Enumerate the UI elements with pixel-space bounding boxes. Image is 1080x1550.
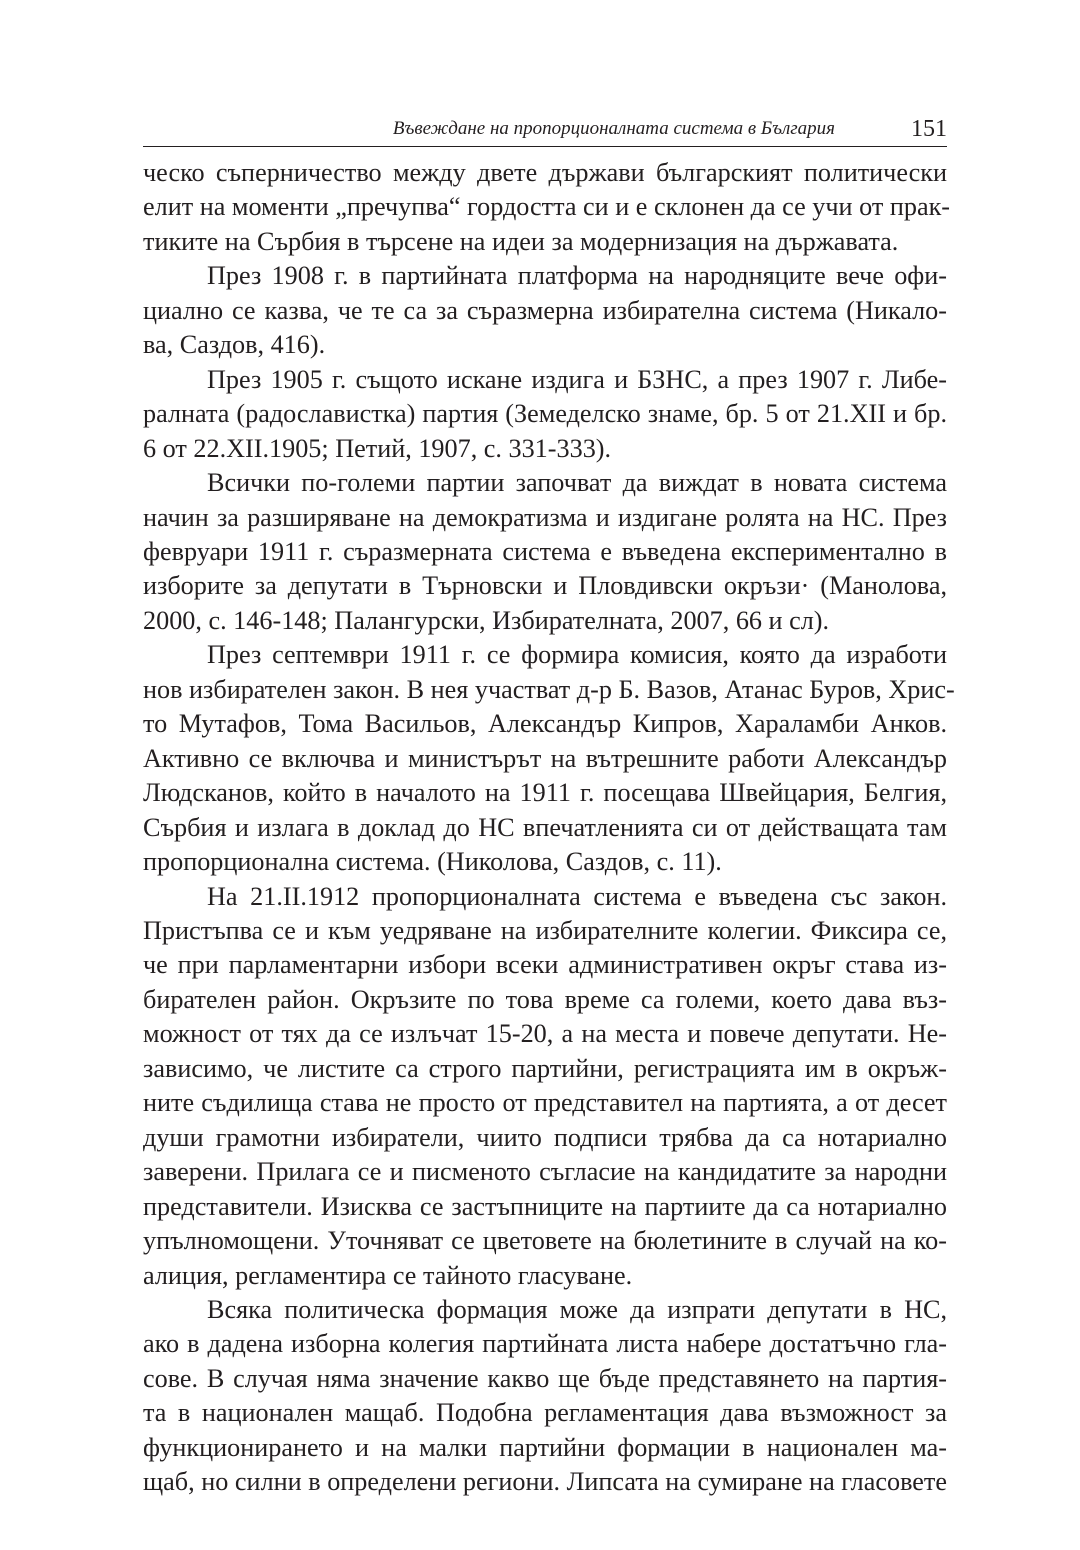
- text-line: елит на моменти „пречупва“ гордостта си и е склонен да се учи от прак-: [143, 192, 951, 222]
- text-line: изборите за депутати в Търновски и Пловдивски окръзи· (Манолова,: [143, 571, 947, 601]
- text-line: ните съдилища става не просто от представител на партията, а от десет: [143, 1088, 947, 1118]
- text-line: Всички по-големи партии започват да виждат в новата система: [207, 468, 947, 498]
- text-line: начин за разширяване на демократизма и издигане ролята на НС. През: [143, 502, 947, 532]
- paragraph: [143, 638, 955, 879]
- text-line: През 1908 г. в партийната платформа на народняците вече офи-: [207, 261, 947, 291]
- text-line: Всяка политическа формация може да изпрати депутати в НС,: [207, 1294, 947, 1324]
- text-line: функционирането и на малки партийни формации в национален ма-: [143, 1432, 947, 1462]
- text-line: ако в дадена изборна колегия партийната листа набере достатъчно гла-: [143, 1329, 947, 1359]
- text-line: ралната (радославистка) партия (Земеделско знаме, бр. 5 от 21.XII и бр.: [143, 399, 947, 429]
- text-line: февруари 1911 г. съразмерната система е въведена експериментално в: [143, 536, 947, 566]
- text-line: Людсканов, който в началото на 1911 г. посещава Швейцария, Белгия,: [143, 778, 947, 808]
- paragraph: [143, 1293, 947, 1500]
- text-line: Пристъпва се и към уедряване на избирателните колегии. Фиксира се,: [143, 915, 947, 945]
- paragraph: [143, 259, 947, 362]
- text-line: то Мутафов, Тома Васильов, Александър Кипров, Хараламби Анков.: [143, 709, 947, 739]
- running-title: Въвеждане на пропорционалната система в България: [392, 118, 835, 139]
- text-line: пропорционална система. (Николова, Саздов, с. 11).: [143, 847, 722, 877]
- text-line: та в национален мащаб. Подобна регламентация дава възможност за: [143, 1398, 947, 1428]
- text-line: че при парламентарни избори всеки административен окръг става из-: [143, 950, 947, 980]
- paragraph: [143, 363, 947, 466]
- text-line: ческо съперничество между двете държави българският политически: [143, 158, 947, 187]
- text-line: можност от тях да се излъчат 15-20, а на места и повече депутати. Не-: [143, 1019, 947, 1049]
- text-line: Сърбия и излага в доклад до НС впечатленията си от действащата там: [143, 812, 947, 842]
- text-line: През 1905 г. същото искане издига и БЗНС, а през 1907 г. Либе-: [207, 364, 947, 394]
- text-line: нов избирателен закон. В нея участват д-р Б. Вазов, Атанас Буров, Хрис-: [143, 674, 955, 704]
- text-line: бирателен район. Окръзите по това време са големи, което дава въз-: [143, 984, 947, 1014]
- text-line: щаб, но силни в определени региони. Липсата на сумиране на гласовете: [143, 1467, 947, 1497]
- body-text: [143, 156, 955, 1500]
- text-line: ва, Саздов, 416).: [143, 330, 326, 360]
- text-line: циално се казва, че те са за съразмерна избирателна система (Никало-: [143, 295, 947, 325]
- text-line: души грамотни избиратели, чиито подписи трябва да са нотариално: [143, 1122, 947, 1152]
- text-line: Активно се включва и министърът на вътрешните работи Александър: [143, 743, 947, 773]
- text-line: представители. Изисква се застъпниците на партиите да са нотариално: [143, 1191, 947, 1221]
- page-number: 151: [911, 116, 947, 142]
- paragraph: [143, 466, 947, 638]
- text-line: През септември 1911 г. се формира комисия, която да изработи: [207, 640, 947, 670]
- paragraph: [143, 880, 947, 1293]
- text-line: 2000, с. 146-148; Палангурски, Избирателната, 2007, 66 и сл).: [143, 605, 830, 635]
- text-line: На 21.II.1912 пропорционалната система е въведена със закон.: [207, 881, 947, 911]
- text-line: 6 от 22.XII.1905; Петий, 1907, с. 331-333).: [143, 433, 612, 463]
- text-line: алиция, регламентира се тайното гласуване.: [143, 1260, 633, 1290]
- text-line: тиките на Сърбия в търсене на идеи за модернизация на държавата.: [143, 226, 899, 256]
- paragraph: [143, 156, 951, 259]
- text-line: заверени. Прилага се и писменото съгласие на кандидатите за народни: [143, 1157, 947, 1187]
- text-line: сове. В случая няма значение какво ще бъде представянето на партия-: [143, 1363, 947, 1393]
- text-line: упълномощени. Уточняват се цветовете на бюлетините в случай на ко-: [143, 1226, 947, 1256]
- text-line: зависимо, че листите са строго партийни, регистрацията им в окръж-: [143, 1053, 947, 1083]
- running-header: [143, 112, 947, 147]
- book-page: [143, 112, 955, 1500]
